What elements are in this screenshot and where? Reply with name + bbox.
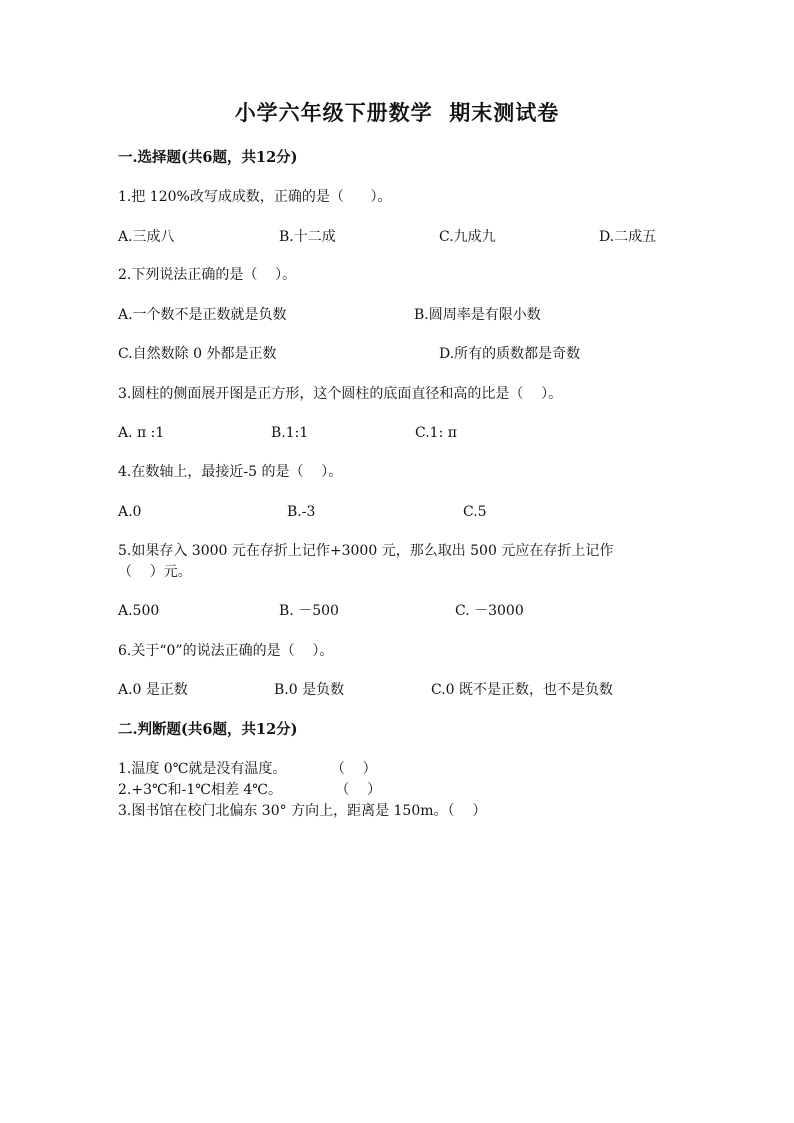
- question-option: D.二成五: [599, 229, 657, 245]
- question-stem: 6.关于“0”的说法正确的是（ ）。: [118, 643, 334, 659]
- question-option: A.0: [118, 504, 142, 520]
- question-option: A. π :1: [118, 425, 165, 441]
- question-stem: 5.如果存入 3000 元在存折上记作+3000 元，那么取出 500 元应在存折上记作: [118, 543, 614, 559]
- question-option: C.九成九: [439, 229, 496, 245]
- page-title: 小学六年级下册数学 期末测试卷: [234, 100, 560, 125]
- question-option: B.1:1: [271, 425, 309, 441]
- judgment-item: 2.+3℃和-1℃相差 4℃。 （ ）: [118, 782, 382, 798]
- question-option: C.自然数除 0 外都是正数: [118, 346, 277, 362]
- question-stem: 4.在数轴上，最接近-5 的是（ ）。: [118, 464, 343, 480]
- question-option: B.-3: [287, 504, 316, 520]
- question-option: C.0 既不是正数，也不是负数: [431, 682, 614, 698]
- section-heading-multiple-choice: 一.选择题(共6题，共12分): [118, 149, 298, 166]
- question-option: B.圆周率是有限小数: [414, 307, 541, 323]
- question-stem: 1.把 120%改写成成数，正确的是（ ）。: [118, 189, 392, 205]
- question-stem: 3.圆柱的侧面展开图是正方形，这个圆柱的底面直径和高的比是（ ）。: [118, 386, 563, 402]
- question-option: D.所有的质数都是奇数: [439, 346, 581, 362]
- question-option: B.十二成: [279, 229, 336, 245]
- question-stem-continuation: （ ）元。: [118, 564, 192, 580]
- question-option: A.三成八: [118, 229, 175, 245]
- question-stem: 2.下列说法正确的是（ ）。: [118, 267, 297, 283]
- judgment-item: 3.图书馆在校门北偏东 30° 方向上，距离是 150m。（ ）: [118, 803, 487, 819]
- section-heading-true-false: 二.判断题(共6题，共12分): [118, 721, 298, 738]
- question-option: C.5: [463, 504, 487, 520]
- question-option: A.一个数不是正数就是负数: [118, 307, 287, 323]
- question-option: A.0 是正数: [118, 682, 188, 698]
- question-option: B.0 是负数: [274, 682, 345, 698]
- question-option: C. －3000: [455, 603, 524, 619]
- judgment-item: 1.温度 0℃就是没有温度。 （ ）: [118, 761, 377, 777]
- question-option: C.1: π: [415, 425, 457, 441]
- question-option: B. －500: [279, 603, 339, 619]
- question-option: A.500: [118, 603, 160, 619]
